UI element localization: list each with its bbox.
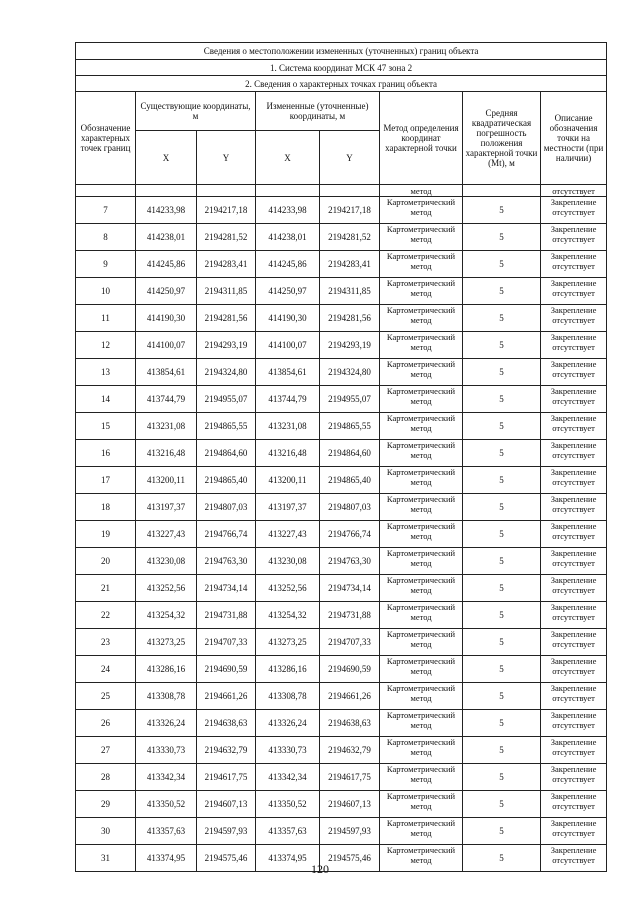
x-changed: 413350,52 [256, 791, 320, 818]
y-changed: 2194617,75 [320, 764, 380, 791]
description-cell: Закрепление отсутствует [541, 845, 607, 872]
y-existing: 2194575,46 [197, 845, 256, 872]
method-cell: Картометрический метод [380, 845, 463, 872]
header-changed: Измененные (уточненные) координаты, м [256, 92, 380, 131]
x-existing: 413286,16 [136, 656, 197, 683]
header-method: Метод определения координат характерной точки [380, 92, 463, 185]
table-row [76, 737, 607, 764]
x-changed: 413744,79 [256, 386, 320, 413]
y-existing: 2194597,93 [197, 818, 256, 845]
continuation-cell [76, 185, 136, 197]
y-existing: 2194731,88 [197, 602, 256, 629]
y-existing: 2194807,03 [197, 494, 256, 521]
table-row [76, 764, 607, 791]
y-changed: 2194632,79 [320, 737, 380, 764]
point-number: 28 [76, 764, 136, 791]
point-number: 30 [76, 818, 136, 845]
description-cell: Закрепление отсутствует [541, 224, 607, 251]
description-cell: Закрепление отсутствует [541, 521, 607, 548]
continuation-cell [197, 185, 256, 197]
table-row [76, 602, 607, 629]
point-number: 19 [76, 521, 136, 548]
point-number: 21 [76, 575, 136, 602]
method-cell: Картометрический метод [380, 467, 463, 494]
y-existing: 2194763,30 [197, 548, 256, 575]
x-existing: 413330,73 [136, 737, 197, 764]
method-cell: Картометрический метод [380, 440, 463, 467]
point-number: 20 [76, 548, 136, 575]
x-changed: 413230,08 [256, 548, 320, 575]
x-changed: 413200,11 [256, 467, 320, 494]
point-number: 23 [76, 629, 136, 656]
method-cell: Картометрический метод [380, 737, 463, 764]
point-number: 11 [76, 305, 136, 332]
point-number: 12 [76, 332, 136, 359]
x-existing: 413357,63 [136, 818, 197, 845]
point-number: 15 [76, 413, 136, 440]
error-cell: 5 [463, 602, 541, 629]
description-cell: Закрепление отсутствует [541, 197, 607, 224]
point-number: 14 [76, 386, 136, 413]
method-cell: Картометрический метод [380, 764, 463, 791]
y-existing: 2194661,26 [197, 683, 256, 710]
x-existing: 413254,32 [136, 602, 197, 629]
table-row [76, 656, 607, 683]
error-cell: 5 [463, 278, 541, 305]
description-cell: Закрепление отсутствует [541, 710, 607, 737]
continuation-cell [256, 185, 320, 197]
coordinate-system: 1. Система координат МСК 47 зона 2 [76, 60, 607, 76]
y-changed: 2194607,13 [320, 791, 380, 818]
table-title: Сведения о местоположении измененных (уточненных) границ объекта [76, 43, 607, 60]
point-number: 18 [76, 494, 136, 521]
table-row [76, 278, 607, 305]
error-cell: 5 [463, 332, 541, 359]
y-existing: 2194324,80 [197, 359, 256, 386]
header-x-changed: X [256, 131, 320, 185]
x-changed: 413216,48 [256, 440, 320, 467]
y-changed: 2194293,19 [320, 332, 380, 359]
x-existing: 413374,95 [136, 845, 197, 872]
point-number: 26 [76, 710, 136, 737]
method-cell: Картометрический метод [380, 548, 463, 575]
x-existing: 414100,07 [136, 332, 197, 359]
y-existing: 2194217,18 [197, 197, 256, 224]
y-changed: 2194283,41 [320, 251, 380, 278]
error-cell: 5 [463, 737, 541, 764]
error-cell: 5 [463, 359, 541, 386]
x-existing: 413230,08 [136, 548, 197, 575]
error-cell: 5 [463, 467, 541, 494]
x-existing: 413326,24 [136, 710, 197, 737]
method-cell: Картометрический метод [380, 629, 463, 656]
method-cell: Картометрический метод [380, 683, 463, 710]
table-row [76, 440, 607, 467]
description-cell: Закрепление отсутствует [541, 305, 607, 332]
x-changed: 413197,37 [256, 494, 320, 521]
x-changed: 413254,32 [256, 602, 320, 629]
y-existing: 2194607,13 [197, 791, 256, 818]
point-number: 27 [76, 737, 136, 764]
table-row [76, 251, 607, 278]
x-existing: 413216,48 [136, 440, 197, 467]
point-number: 25 [76, 683, 136, 710]
header-designation: Обозначение характерных точек границ [76, 92, 136, 185]
description-cell: Закрепление отсутствует [541, 386, 607, 413]
x-existing: 413854,61 [136, 359, 197, 386]
continuation-cell [136, 185, 197, 197]
y-changed: 2194807,03 [320, 494, 380, 521]
header-y-changed: Y [320, 131, 380, 185]
y-existing: 2194707,33 [197, 629, 256, 656]
header-x-existing: X [136, 131, 197, 185]
x-existing: 414238,01 [136, 224, 197, 251]
error-cell: 5 [463, 197, 541, 224]
y-changed: 2194575,46 [320, 845, 380, 872]
x-changed: 413374,95 [256, 845, 320, 872]
method-cell: Картометрический метод [380, 197, 463, 224]
section-title: 2. Сведения о характерных точках границ объекта [76, 76, 607, 92]
table-row [76, 197, 607, 224]
description-cell: Закрепление отсутствует [541, 359, 607, 386]
error-cell: 5 [463, 818, 541, 845]
page-number: 120 [311, 862, 329, 876]
table-row [76, 710, 607, 737]
x-changed: 413854,61 [256, 359, 320, 386]
description-cell: Закрепление отсутствует [541, 467, 607, 494]
y-existing: 2194293,19 [197, 332, 256, 359]
method-cell: Картометрический метод [380, 575, 463, 602]
continuation-cell [320, 185, 380, 197]
x-existing: 413744,79 [136, 386, 197, 413]
method-cell: Картометрический метод [380, 521, 463, 548]
x-existing: 413200,11 [136, 467, 197, 494]
header-error: Средняя квадратическая погрешность положения характерной точки (Mt), м [463, 92, 541, 185]
error-cell: 5 [463, 683, 541, 710]
method-cell: Картометрический метод [380, 818, 463, 845]
continuation-cell [463, 185, 541, 197]
y-changed: 2194690,59 [320, 656, 380, 683]
method-cell: Картометрический метод [380, 656, 463, 683]
y-existing: 2194864,60 [197, 440, 256, 467]
method-cell: Картометрический метод [380, 791, 463, 818]
error-cell: 5 [463, 440, 541, 467]
error-cell: 5 [463, 224, 541, 251]
coordinates-table [75, 42, 607, 872]
x-changed: 413286,16 [256, 656, 320, 683]
y-existing: 2194281,56 [197, 305, 256, 332]
x-existing: 414250,97 [136, 278, 197, 305]
description-cell: Закрепление отсутствует [541, 332, 607, 359]
description-cell: Закрепление отсутствует [541, 251, 607, 278]
table-row [76, 359, 607, 386]
description-cell: Закрепление отсутствует [541, 764, 607, 791]
x-existing: 413227,43 [136, 521, 197, 548]
x-changed: 414250,97 [256, 278, 320, 305]
error-cell: 5 [463, 494, 541, 521]
y-changed: 2194281,56 [320, 305, 380, 332]
y-existing: 2194690,59 [197, 656, 256, 683]
y-existing: 2194865,55 [197, 413, 256, 440]
x-changed: 414233,98 [256, 197, 320, 224]
x-changed: 413330,73 [256, 737, 320, 764]
y-changed: 2194597,93 [320, 818, 380, 845]
x-changed: 413231,08 [256, 413, 320, 440]
table-row [76, 494, 607, 521]
description-cell: Закрепление отсутствует [541, 494, 607, 521]
error-cell: 5 [463, 656, 541, 683]
x-existing: 413197,37 [136, 494, 197, 521]
description-cell: Закрепление отсутствует [541, 818, 607, 845]
point-number: 29 [76, 791, 136, 818]
description-cell: Закрепление отсутствует [541, 737, 607, 764]
y-changed: 2194955,07 [320, 386, 380, 413]
x-changed: 414245,86 [256, 251, 320, 278]
error-cell: 5 [463, 548, 541, 575]
method-cell: Картометрический метод [380, 332, 463, 359]
table-row [76, 521, 607, 548]
y-changed: 2194864,60 [320, 440, 380, 467]
y-changed: 2194865,40 [320, 467, 380, 494]
error-cell: 5 [463, 305, 541, 332]
header-existing: Существующие координаты, м [136, 92, 256, 131]
description-cell: Закрепление отсутствует [541, 602, 607, 629]
y-changed: 2194707,33 [320, 629, 380, 656]
x-existing: 413308,78 [136, 683, 197, 710]
error-cell: 5 [463, 764, 541, 791]
y-existing: 2194638,63 [197, 710, 256, 737]
point-number: 10 [76, 278, 136, 305]
point-number: 31 [76, 845, 136, 872]
y-changed: 2194217,18 [320, 197, 380, 224]
description-cell: Закрепление отсутствует [541, 413, 607, 440]
y-existing: 2194955,07 [197, 386, 256, 413]
error-cell: 5 [463, 791, 541, 818]
error-cell: 5 [463, 386, 541, 413]
table-row [76, 332, 607, 359]
error-cell: 5 [463, 413, 541, 440]
error-cell: 5 [463, 629, 541, 656]
y-changed: 2194766,74 [320, 521, 380, 548]
method-cell: Картометрический метод [380, 386, 463, 413]
x-changed: 414190,30 [256, 305, 320, 332]
description-cell: Закрепление отсутствует [541, 548, 607, 575]
x-existing: 414233,98 [136, 197, 197, 224]
point-number: 13 [76, 359, 136, 386]
x-changed: 413227,43 [256, 521, 320, 548]
x-changed: 414238,01 [256, 224, 320, 251]
error-cell: 5 [463, 251, 541, 278]
method-cell: Картометрический метод [380, 602, 463, 629]
continuation-description: отсутствует [541, 185, 607, 197]
point-number: 8 [76, 224, 136, 251]
y-existing: 2194311,85 [197, 278, 256, 305]
y-existing: 2194283,41 [197, 251, 256, 278]
error-cell: 5 [463, 710, 541, 737]
y-existing: 2194281,52 [197, 224, 256, 251]
description-cell: Закрепление отсутствует [541, 791, 607, 818]
y-changed: 2194865,55 [320, 413, 380, 440]
method-cell: Картометрический метод [380, 359, 463, 386]
description-cell: Закрепление отсутствует [541, 629, 607, 656]
table-row [76, 575, 607, 602]
point-number: 17 [76, 467, 136, 494]
x-changed: 413326,24 [256, 710, 320, 737]
y-changed: 2194763,30 [320, 548, 380, 575]
error-cell: 5 [463, 575, 541, 602]
x-existing: 414245,86 [136, 251, 197, 278]
y-changed: 2194661,26 [320, 683, 380, 710]
error-cell: 5 [463, 521, 541, 548]
table-row [76, 467, 607, 494]
y-changed: 2194281,52 [320, 224, 380, 251]
method-cell: Картометрический метод [380, 224, 463, 251]
y-changed: 2194324,80 [320, 359, 380, 386]
table-row [76, 224, 607, 251]
continuation-method: метод [380, 185, 463, 197]
point-number: 9 [76, 251, 136, 278]
table-row [76, 386, 607, 413]
method-cell: Картометрический метод [380, 278, 463, 305]
method-cell: Картометрический метод [380, 413, 463, 440]
method-cell: Картометрический метод [380, 494, 463, 521]
x-existing: 413342,34 [136, 764, 197, 791]
y-changed: 2194311,85 [320, 278, 380, 305]
description-cell: Закрепление отсутствует [541, 575, 607, 602]
point-number: 16 [76, 440, 136, 467]
header-description: Описание обозначения точки на местности (при наличии) [541, 92, 607, 185]
table-row [76, 791, 607, 818]
error-cell: 5 [463, 845, 541, 872]
y-existing: 2194734,14 [197, 575, 256, 602]
table-row [76, 413, 607, 440]
description-cell: Закрепление отсутствует [541, 278, 607, 305]
method-cell: Картометрический метод [380, 305, 463, 332]
y-existing: 2194865,40 [197, 467, 256, 494]
table-row [76, 548, 607, 575]
point-number: 22 [76, 602, 136, 629]
description-cell: Закрепление отсутствует [541, 440, 607, 467]
x-changed: 413308,78 [256, 683, 320, 710]
method-cell: Картометрический метод [380, 710, 463, 737]
description-cell: Закрепление отсутствует [541, 683, 607, 710]
y-changed: 2194731,88 [320, 602, 380, 629]
x-changed: 413357,63 [256, 818, 320, 845]
x-existing: 413350,52 [136, 791, 197, 818]
y-existing: 2194766,74 [197, 521, 256, 548]
x-changed: 413252,56 [256, 575, 320, 602]
y-existing: 2194617,75 [197, 764, 256, 791]
y-changed: 2194638,63 [320, 710, 380, 737]
x-changed: 414100,07 [256, 332, 320, 359]
y-changed: 2194734,14 [320, 575, 380, 602]
description-cell: Закрепление отсутствует [541, 656, 607, 683]
x-changed: 413273,25 [256, 629, 320, 656]
y-existing: 2194632,79 [197, 737, 256, 764]
x-changed: 413342,34 [256, 764, 320, 791]
table-row [76, 629, 607, 656]
x-existing: 413273,25 [136, 629, 197, 656]
point-number: 24 [76, 656, 136, 683]
point-number: 7 [76, 197, 136, 224]
x-existing: 413252,56 [136, 575, 197, 602]
x-existing: 413231,08 [136, 413, 197, 440]
table-row [76, 683, 607, 710]
table-row [76, 818, 607, 845]
table-row [76, 305, 607, 332]
method-cell: Картометрический метод [380, 251, 463, 278]
header-y-existing: Y [197, 131, 256, 185]
x-existing: 414190,30 [136, 305, 197, 332]
